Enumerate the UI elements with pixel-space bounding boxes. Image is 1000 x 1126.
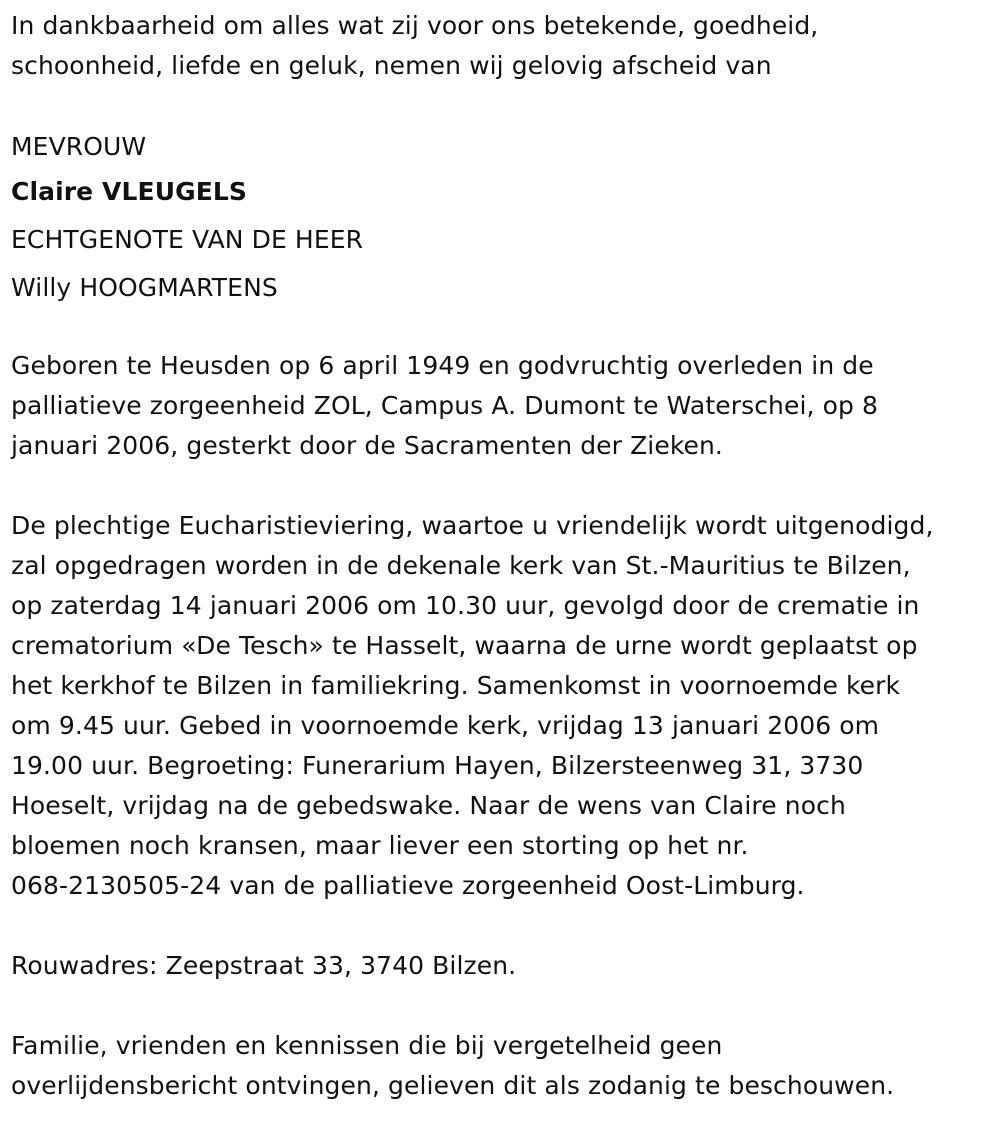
paragraph-line: Hoeselt, vrijdag na de gebedswake. Naar de wens van Claire noch: [11, 791, 846, 820]
paragraph-line: crematorium «De Tesch» te Hasselt, waarna de urne wordt geplaatst op: [11, 631, 918, 660]
paragraph-line: januari 2006, gesterkt door de Sacramenten der Zieken.: [11, 431, 723, 460]
spacer: [11, 312, 996, 346]
paragraph-line: het kerkhof te Bilzen in familiekring. Samenkomst in voornoemde kerk: [11, 671, 901, 700]
paragraph-line: om 9.45 uur. Gebed in voornoemde kerk, vrijdag 13 januari 2006 om: [11, 711, 880, 740]
closing-paragraph: [11, 1026, 996, 1106]
intro-line: schoonheid, liefde en geluk, nemen wij gelovig afscheid van: [11, 51, 772, 80]
paragraph-line: Familie, vrienden en kennissen die bij vergetelheid geen: [11, 1031, 723, 1060]
spacer: [11, 906, 996, 946]
intro-line: In dankbaarheid om alles wat zij voor ons betekende, goedheid,: [11, 11, 819, 40]
spacer: [11, 466, 996, 506]
paragraph-line: bloemen noch kransen, maar liever een storting op het nr.: [11, 831, 749, 860]
spouse-name: Willy HOOGMARTENS: [11, 273, 278, 302]
person-block: [11, 126, 996, 312]
service-paragraph: [11, 506, 996, 906]
person-relation: ECHTGENOTE VAN DE HEER: [11, 225, 364, 254]
spacer: [11, 86, 996, 126]
person-name: Claire VLEUGELS: [11, 177, 248, 206]
paragraph-line: De plechtige Eucharistieviering, waartoe u vriendelijk wordt uitgenodigd,: [11, 511, 934, 540]
paragraph-line: zal opgedragen worden in de dekenale kerk van St.-Mauritius te Bilzen,: [11, 551, 911, 580]
person-title: MEVROUW: [11, 132, 147, 161]
spacer: [11, 986, 996, 1026]
paragraph-line: 068-2130505-24 van de palliatieve zorgeenheid Oost-Limburg.: [11, 871, 805, 900]
paragraph-line: op zaterdag 14 januari 2006 om 10.30 uur, gevolgd door de crematie in: [11, 591, 920, 620]
paragraph-line: 19.00 uur. Begroeting: Funerarium Hayen, Bilzersteenweg 31, 3730: [11, 751, 864, 780]
intro-paragraph: [11, 6, 996, 86]
mourning-address: Rouwadres: Zeepstraat 33, 3740 Bilzen.: [11, 951, 517, 980]
birth-death-paragraph: [11, 346, 996, 466]
paragraph-line: overlijdensbericht ontvingen, gelieven dit als zodanig te beschouwen.: [11, 1071, 895, 1100]
obituary-document: [11, 6, 996, 1106]
paragraph-line: Geboren te Heusden op 6 april 1949 en godvruchtig overleden in de: [11, 351, 874, 380]
paragraph-line: palliatieve zorgeenheid ZOL, Campus A. Dumont te Waterschei, op 8: [11, 391, 879, 420]
address-paragraph: [11, 946, 996, 986]
